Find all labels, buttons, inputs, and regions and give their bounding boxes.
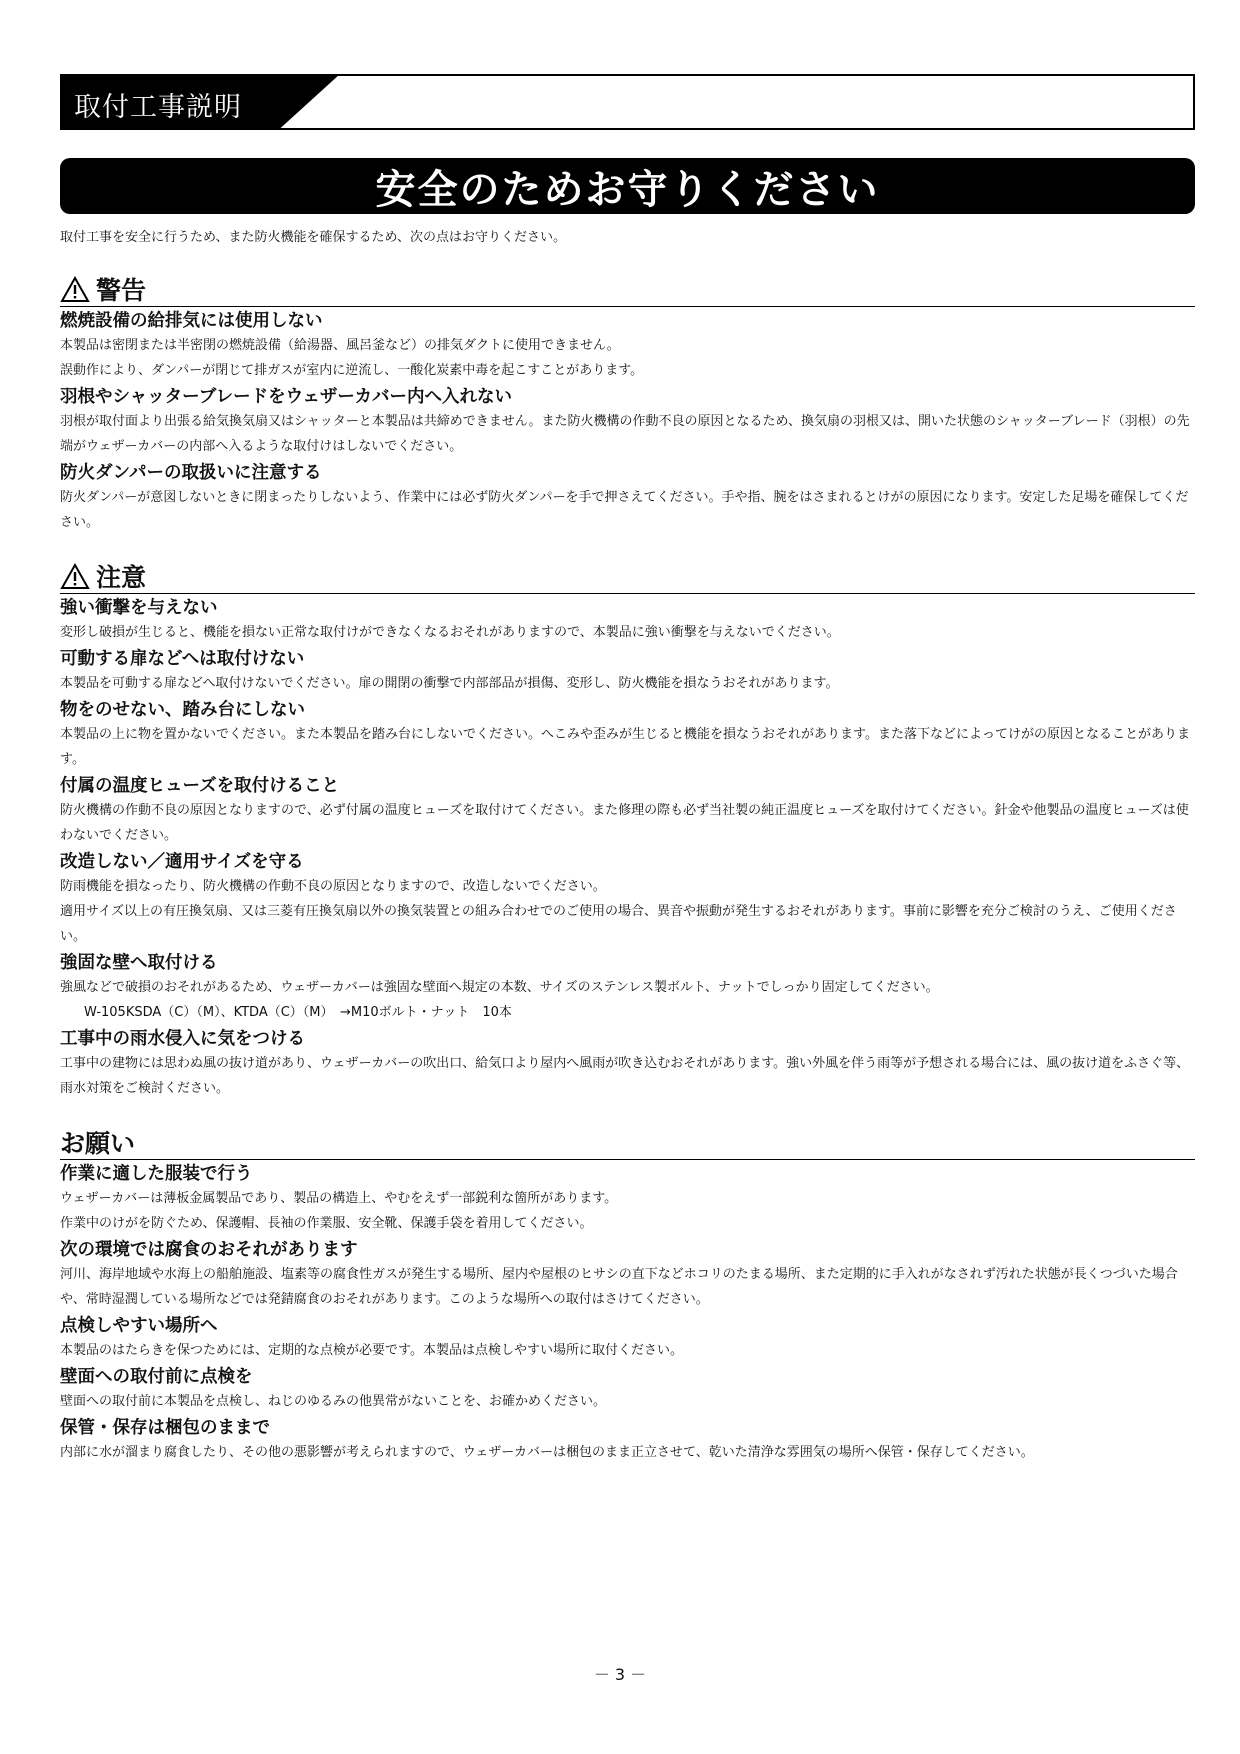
header-title: 取付工事説明 xyxy=(74,92,242,123)
banner-title: 安全のためお守りください xyxy=(375,166,880,213)
item-body xyxy=(60,333,1195,383)
item-body xyxy=(60,1186,1195,1236)
warning-section xyxy=(60,274,1195,535)
item-line: 本製品の上に物を置かないでください。また本製品を踏み台にしないでください。へこみや歪みが生じると機能を損なうおそれがあります。また落下などによってけがの原因となることがあります。 xyxy=(60,727,1190,767)
warning-items xyxy=(60,309,1195,535)
item-body xyxy=(60,1051,1195,1101)
caution-item xyxy=(60,596,1195,645)
section-header xyxy=(60,74,1195,130)
request-item xyxy=(60,1238,1195,1312)
caution-title: 注意 xyxy=(96,563,147,592)
warning-heading xyxy=(60,274,1195,307)
request-item xyxy=(60,1314,1195,1363)
item-line: 防雨機能を損なったり、防火機構の作動不良の原因となりますので、改造しないでください。 xyxy=(60,879,606,894)
request-heading xyxy=(60,1127,1195,1160)
item-body xyxy=(60,975,1195,1025)
warning-item xyxy=(60,385,1195,459)
request-title: お願い xyxy=(60,1129,136,1158)
item-body xyxy=(60,1338,1195,1363)
caution-item xyxy=(60,774,1195,848)
item-title: 防火ダンパーの取扱いに注意する xyxy=(60,463,322,483)
item-line: 内部に水が溜まり腐食したり、その他の悪影響が考えられますので、ウェザーカバーは梱包のまま正立させて、乾いた清浄な雰囲気の場所へ保管・保存してください。 xyxy=(60,1445,1034,1460)
item-line: 防火機構の作動不良の原因となりますので、必ず付属の温度ヒューズを取付けてください。また修理の際も必ず当社製の純正温度ヒューズを取付けてください。針金や他製品の温度ヒューズは使わないでください。 xyxy=(60,803,1189,843)
bolt-spec: W-105KSDA（C）（M）、KTDA（C）（M） →M10ボルト・ナット 10本 xyxy=(84,1005,512,1020)
item-body xyxy=(60,409,1195,459)
item-title: 次の環境では腐食のおそれがあります xyxy=(60,1240,358,1260)
item-title: 燃焼設備の給排気には使用しない xyxy=(60,311,323,331)
caution-item xyxy=(60,1027,1195,1101)
item-line: ウェザーカバーは薄板金属製品であり、製品の構造上、やむをえず一部鋭利な箇所があります。 xyxy=(60,1191,618,1206)
item-line: 変形し破損が生じると、機能を損ない正常な取付けができなくなるおそれがありますので、本製品に強い衝撃を与えないでください。 xyxy=(60,625,840,640)
page-number: － 3 － xyxy=(593,1665,647,1684)
request-item xyxy=(60,1162,1195,1236)
item-title: 強い衝撃を与えない xyxy=(60,598,218,618)
item-body xyxy=(60,874,1195,949)
item-body xyxy=(60,1440,1195,1465)
item-body xyxy=(60,722,1195,772)
item-line: 作業中のけがを防ぐため、保護帽、長袖の作業服、安全靴、保護手袋を着用してください。 xyxy=(60,1216,593,1231)
caution-item xyxy=(60,951,1195,1025)
item-title: 作業に適した服装で行う xyxy=(60,1164,253,1184)
caution-items xyxy=(60,596,1195,1101)
item-line: 防火ダンパーが意図しないときに閉まったりしないよう、作業中には必ず防火ダンパーを手で押さえてください。手や指、腕をはさまれるとけがの原因になります。安定した足場を確保してください。 xyxy=(60,490,1189,530)
safety-banner xyxy=(60,158,1195,214)
caution-item xyxy=(60,698,1195,772)
item-line: 本製品は密閉または半密閉の燃焼設備（給湯器、風呂釜など）の排気ダクトに使用できません。 xyxy=(60,338,620,353)
caution-item xyxy=(60,850,1195,949)
caution-section xyxy=(60,561,1195,1101)
caution-heading xyxy=(60,561,1195,594)
item-body xyxy=(60,620,1195,645)
item-line: 本製品のはたらきを保つためには、定期的な点検が必要です。本製品は点検しやすい場所に取付ください。 xyxy=(60,1343,683,1358)
item-line: 本製品を可動する扉などへ取付けないでください。扉の開閉の衝撃で内部部品が損傷、変形し、防火機能を損なうおそれがあります。 xyxy=(60,676,839,691)
request-item xyxy=(60,1416,1195,1465)
item-title: 付属の温度ヒューズを取付けること xyxy=(60,776,340,796)
item-title: 羽根やシャッターブレードをウェザーカバー内へ入れない xyxy=(60,387,513,407)
request-items xyxy=(60,1162,1195,1465)
item-line: 工事中の建物には思わぬ風の抜け道があり、ウェザーカバーの吹出口、給気口より屋内へ風雨が吹き込むおそれがあります。強い外風を伴う雨等が予想される場合には、風の抜け道をふさぐ等、雨水対策をご検討ください。 xyxy=(60,1056,1190,1096)
item-line: 強風などで破損のおそれがあるため、ウェザーカバーは強固な壁面へ規定の本数、サイズのステンレス製ボルト、ナットでしっかり固定してください。 xyxy=(60,980,939,995)
item-body xyxy=(60,671,1195,696)
manual-page xyxy=(60,74,1195,1465)
intro-text: 取付工事を安全に行うため、また防火機能を確保するため、次の点はお守りください。 xyxy=(60,230,566,245)
item-title: 改造しない／適用サイズを守る xyxy=(60,852,304,872)
warning-title: 警告 xyxy=(96,276,147,305)
request-item xyxy=(60,1365,1195,1414)
warning-item xyxy=(60,461,1195,535)
caution-item xyxy=(60,647,1195,696)
item-title: 保管・保存は梱包のままで xyxy=(60,1418,270,1438)
item-body xyxy=(60,485,1195,535)
item-title: 点検しやすい場所へ xyxy=(60,1316,218,1336)
item-title: 可動する扉などへは取付けない xyxy=(60,649,305,669)
request-section xyxy=(60,1127,1195,1465)
item-title: 工事中の雨水侵入に気をつける xyxy=(60,1029,305,1049)
item-title: 壁面への取付前に点検を xyxy=(60,1367,253,1387)
item-title: 強固な壁へ取付ける xyxy=(60,953,218,973)
item-line: 壁面への取付前に本製品を点検し、ねじのゆるみの他異常がないことを、お確かめください。 xyxy=(60,1394,607,1409)
item-body xyxy=(60,1262,1195,1312)
item-line: 誤動作により、ダンパーが閉じて排ガスが室内に逆流し、一酸化炭素中毒を起こすことがあります。 xyxy=(60,363,644,378)
item-title: 物をのせない、踏み台にしない xyxy=(60,700,305,720)
warning-item xyxy=(60,309,1195,383)
warning-triangle-icon xyxy=(60,276,90,303)
item-line: 河川、海岸地域や水海上の船舶施設、塩素等の腐食性ガスが発生する場所、屋内や屋根のヒサシの直下などホコリのたまる場所、また定期的に手入れがなされず汚れた状態が長くつづいた場合や、常時湿潤している場所などでは発錆腐食のおそれがあります。このような場所への取付はさけてください。 xyxy=(60,1267,1178,1307)
caution-triangle-icon xyxy=(60,563,90,590)
item-line: 適用サイズ以上の有圧換気扇、又は三菱有圧換気扇以外の換気装置との組み合わせでのご使用の場合、異音や振動が発生するおそれがあります。事前に影響を充分ご検討のうえ、ご使用ください。 xyxy=(60,904,1177,944)
item-body xyxy=(60,798,1195,848)
item-line: 羽根が取付面より出張る給気換気扇又はシャッターと本製品は共締めできません。また防火機構の作動不良の原因となるため、換気扇の羽根又は、開いた状態のシャッターブレード（羽根）の先端がウェザーカバーの内部へ入るような取付けはしないでください。 xyxy=(60,414,1190,454)
item-body xyxy=(60,1389,1195,1414)
